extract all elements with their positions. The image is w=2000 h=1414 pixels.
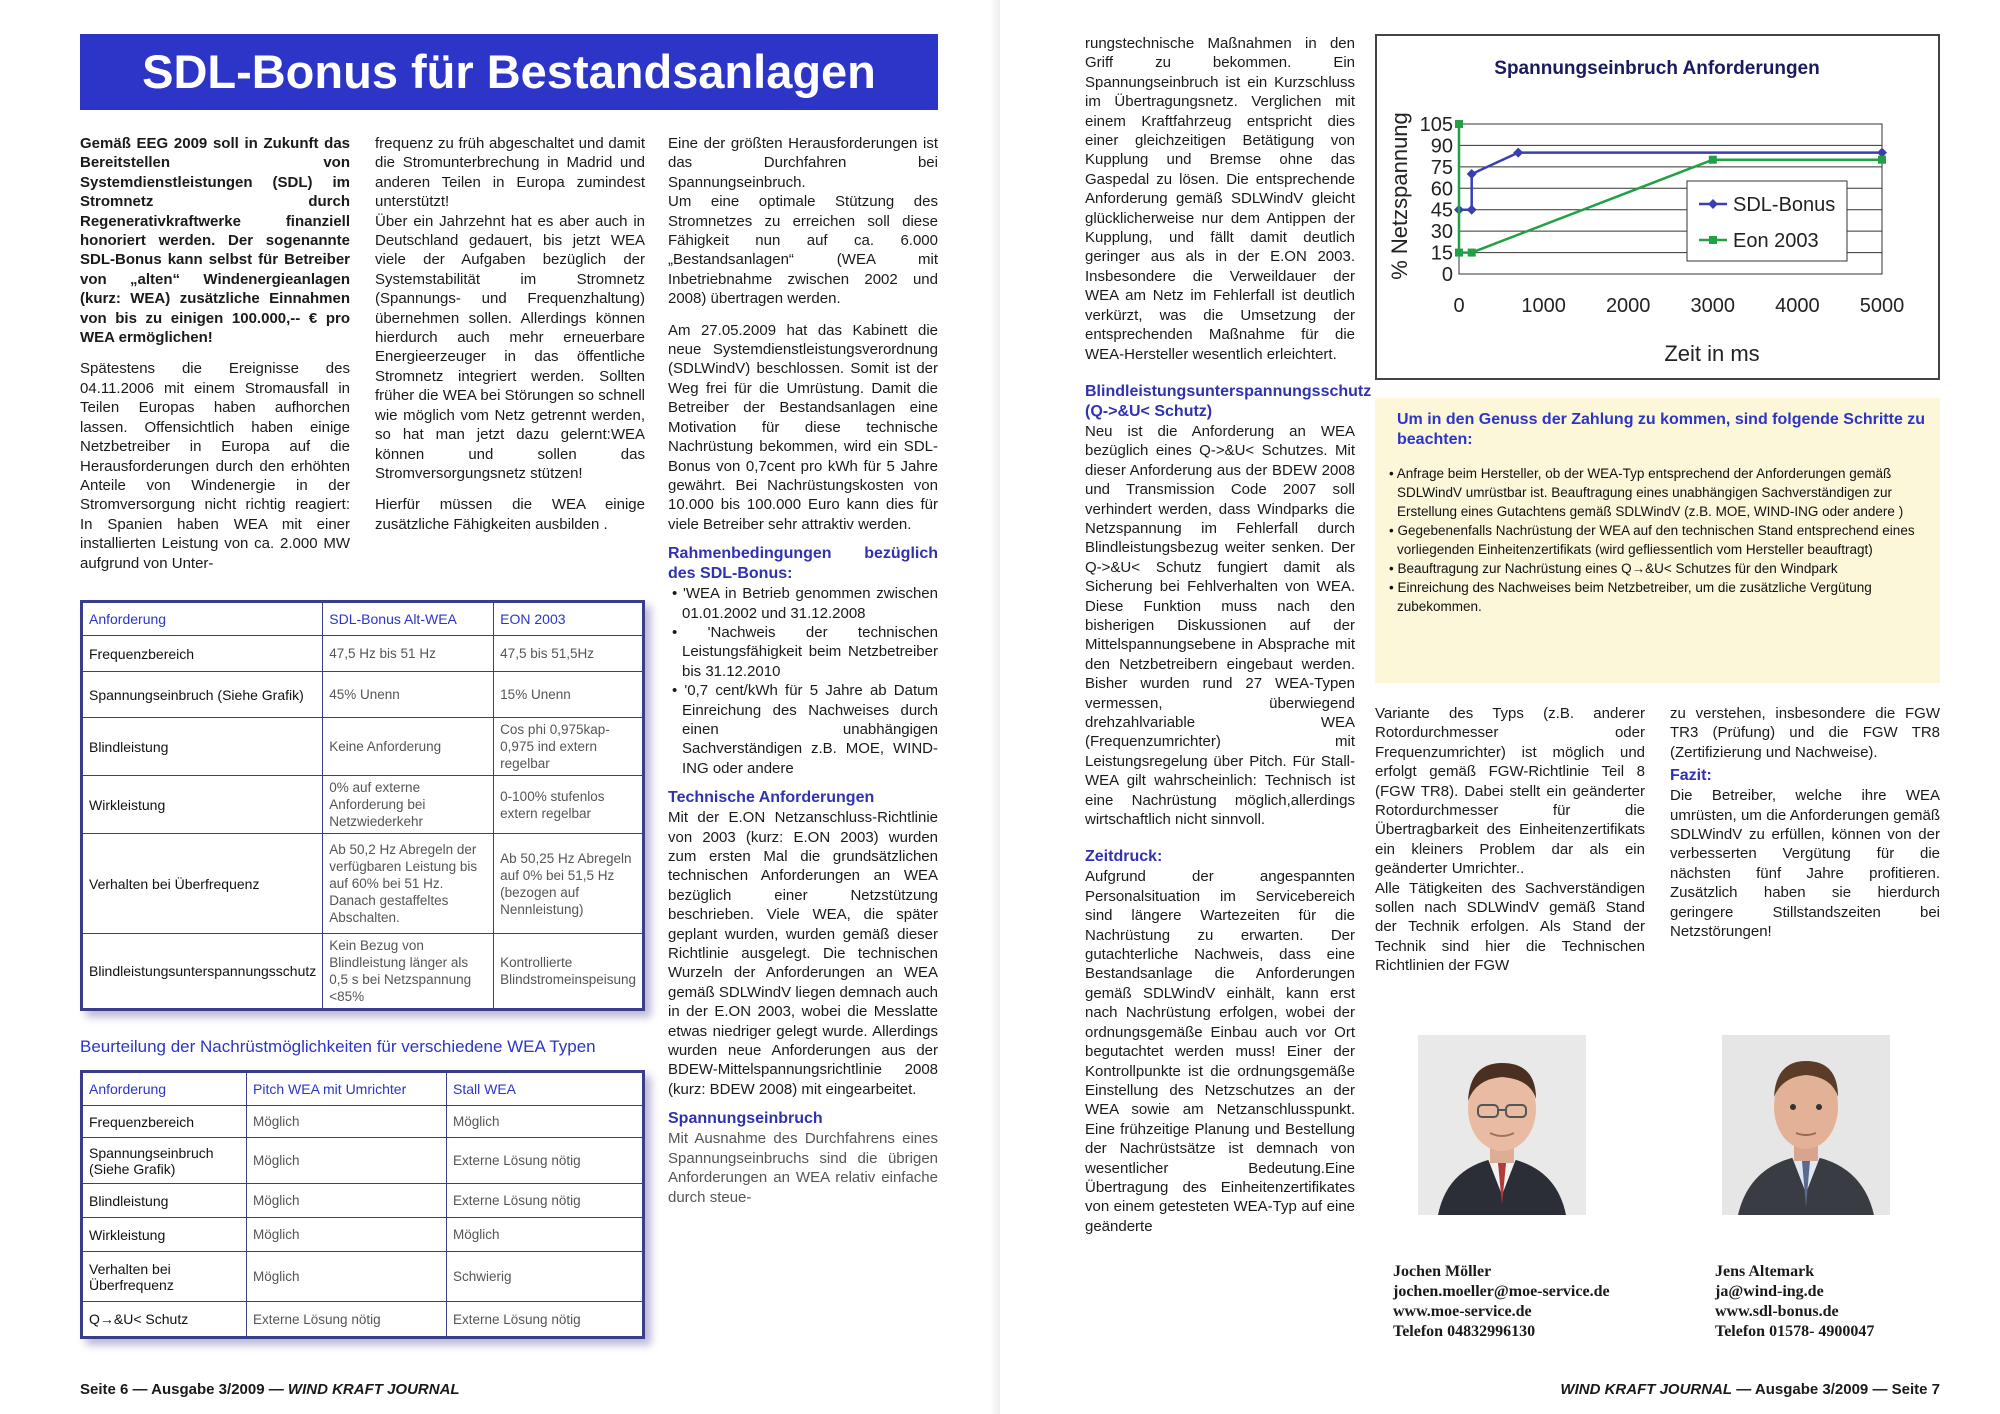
y-tick-label: 0 — [1441, 264, 1453, 286]
paragraph: Alle Tätigkeiten des Sachverständigen sollen nach SDLWindV gemäß Stand der Technik erfolgen. Als Stand der Technik sind hier die Technischen Richtlinien der FGW — [1375, 879, 1645, 975]
paragraph: Eine der größten Herausforderungen ist das Durchfahren bei Spannungseinbruch. — [668, 135, 938, 191]
x-axis-label: Zeit in ms — [1664, 341, 1760, 366]
table-cell: Möglich — [247, 1106, 447, 1138]
table-cell: 47,5 Hz bis 51 Hz — [323, 636, 494, 672]
table-cell: Frequenzbereich — [82, 636, 323, 672]
table-cell: Externe Lösung nötig — [447, 1184, 644, 1218]
table-row — [82, 1302, 644, 1338]
page-number: Seite 7 — [1891, 1381, 1940, 1398]
right-column-2 — [1375, 704, 1645, 988]
separator: — — [268, 1381, 284, 1398]
data-point — [1468, 249, 1476, 257]
y-tick-label: 30 — [1430, 221, 1453, 244]
table-cell: Wirkleistung — [82, 776, 323, 834]
author-photo-jochen-moeller — [1418, 1035, 1586, 1215]
author-phone: Telefon 01578- 4900047 — [1715, 1323, 1875, 1340]
y-tick-label: 90 — [1430, 135, 1453, 158]
table-cell: Keine Anforderung — [323, 718, 494, 776]
bullet-item: • 'WEA in Betrieb genommen zwischen 01.01.2002 und 31.12.2008 — [672, 585, 938, 622]
separator: — — [1872, 1381, 1888, 1398]
y-tick-label: 60 — [1430, 178, 1453, 201]
legend-marker — [1709, 236, 1717, 244]
author-name: Jochen Möller — [1393, 1263, 1492, 1280]
table-row — [82, 934, 644, 1010]
data-point — [1513, 148, 1523, 158]
table-cell: Externe Lösung nötig — [447, 1302, 644, 1338]
data-point — [1878, 156, 1886, 164]
table-cell: 15% Unenn — [494, 672, 644, 718]
table-cell: Wirkleistung — [82, 1218, 247, 1252]
table-row — [82, 718, 644, 776]
author-website[interactable]: www.moe-service.de — [1393, 1303, 1532, 1320]
chart-box — [1375, 34, 1940, 380]
page-footer — [1560, 1381, 1940, 1398]
table-header: EON 2003 — [494, 602, 644, 636]
paragraph: Hierfür müssen die WEA einige zusätzliche Fähigkeiten ausbilden . — [375, 496, 645, 533]
table-cell: Frequenzbereich — [82, 1106, 247, 1138]
steps-box-title: Um in den Genuss der Zahlung zu kommen, sind folgende Schritte zu beachten: — [1397, 411, 1926, 448]
y-tick-label: 75 — [1430, 156, 1453, 179]
separator: — — [132, 1381, 148, 1398]
subheading: Fazit: — [1670, 767, 1712, 785]
paragraph: frequenz zu früh abgeschaltet und damit die Stromunterbrechung in Madrid und anderen Teilen in Europa zumindest unterstützt! — [375, 135, 645, 211]
table-row — [82, 672, 644, 718]
left-column-3 — [668, 134, 938, 1219]
left-column-2 — [375, 134, 645, 546]
table-cell: Spannungseinbruch (Siehe Grafik) — [82, 672, 323, 718]
paragraph: Über ein Jahrzehnt hat es aber auch in Deutschland gedauert, bis jetzt WEA viele der Aufgaben bezüglich der Systemstabilität im Stromnetz (Spannungs- und Frequenzhaltung) übernehmen sollen. Allerdings können hierdurch auch mehr erneuerbare Energieerzeuger in das öffentliche Stromnetz integriert werden. Sollten früher die WEA bei Störungen so schnell wie möglich vom Netz getrennt werden, so hat man jetzt dazu gelernt:WEA können und sollen das Stromversorgungsnetz stützen! — [375, 212, 645, 482]
list-item: • Anfrage beim Hersteller, ob der WEA-Typ entsprechend der Anforderungen gemäß SDLWindV umrüstbar ist. Beauftragung eines unabhängigen Sachverständigen zur Erstellung eines Gutachtens gemäß SDLWindV (z.B. MOE, WIND-ING oder andere ) — [1389, 466, 1904, 519]
right-column-3 — [1670, 704, 1940, 953]
table-cell: Verhalten bei Überfrequenz — [82, 1252, 247, 1302]
table-cell: Blindleistung — [82, 718, 323, 776]
table-header: Pitch WEA mit Umrichter — [247, 1072, 447, 1106]
table-row — [82, 1252, 644, 1302]
table-cell: Möglich — [447, 1218, 644, 1252]
bullet-item: • 'Nachweis der technischen Leistungsfähigkeit beim Netzbetreiber bis 31.12.2010 — [672, 623, 938, 680]
requirements-table — [80, 600, 645, 1011]
table-cell: Ab 50,25 Hz Abregeln auf 0% bei 51,5 Hz (bezogen auf Nennleistung) — [494, 834, 644, 934]
subheading: Zeitdruck: — [1085, 848, 1163, 866]
chart-title: Spannungseinbruch Anforderungen — [1494, 58, 1820, 79]
table-caption: Beurteilung der Nachrüstmöglichkeiten für verschiedene WEA Typen — [80, 1037, 596, 1056]
table-row — [82, 1184, 644, 1218]
issue: Ausgabe 3/2009 — [151, 1381, 265, 1398]
data-point — [1455, 120, 1463, 128]
data-point — [1455, 249, 1463, 257]
magazine-name: WIND KRAFT JOURNAL — [287, 1381, 460, 1398]
table-cell: Verhalten bei Überfrequenz — [82, 834, 323, 934]
right-column-1 — [1085, 34, 1372, 1248]
paragraph: Die Betreiber, welche ihre WEA umrüsten, um die Anforderungen gemäß SDLWindV zu erfüllen, können von der verbesserten Vergütung für die nächsten fünf Jahre profitieren. Zusätzlich haben sie hierdurch geringere Stillstandszeiten bei Netzstörungen! — [1670, 787, 1940, 941]
page-number: Seite 6 — [80, 1381, 129, 1398]
table-header: Anforderung — [82, 1072, 247, 1106]
table-cell: Q→&U< Schutz — [82, 1302, 247, 1338]
lead-paragraph: Gemäß EEG 2009 soll in Zukunft das Bereitstellen von Systemdienstleistungen (SDL) im Stromnetz durch Regenerativkraftwerke finanziell honoriert werden. Der sogenannte SDL-Bonus kann selbst für Betreiber von „alten“ Windenergieanlagen (kurz: WEA) zusätzliche Einnahmen von bis zu einigen 100.000,-- € pro WEA ermöglichen! — [80, 135, 350, 347]
x-tick-label: 1000 — [1521, 295, 1566, 317]
table-cell: 47,5 bis 51,5Hz — [494, 636, 644, 672]
list-item: • Gegebenenfalls Nachrüstung der WEA auf den technischen Stand entsprechend eines vorliegenden Einheitenzertifikats (wird gefliessentlich vom Hersteller beauftragt) — [1389, 523, 1915, 557]
table-row — [82, 776, 644, 834]
table-row — [82, 1138, 644, 1184]
paragraph: zu verstehen, insbesondere die FGW TR3 (Prüfung) und die FGW TR8 (Zertifizierung und Nachweise). — [1670, 705, 1940, 761]
table-row — [82, 636, 644, 672]
table-cell: Kein Bezug von Blindleistung länger als 0,5 s bei Netzspannung <85% — [323, 934, 494, 1010]
issue: Ausgabe 3/2009 — [1754, 1381, 1869, 1398]
list-item: • Beauftragung zur Nachrüstung eines Q→&U< Schutzes für den Windpark — [1389, 561, 1838, 576]
steps-list — [1387, 464, 1926, 616]
left-column-1 — [80, 134, 350, 585]
paragraph: rungstechnische Maßnahmen in den Griff zu bekommen. Ein Spannungseinbruch ist ein Kurzschluss im Übertragungsnetz. Verglichen mit einem Kraftfahrzeug entspricht dies einer gleichzeitigen Betätigung von Kupplung und Bremse ohne das Gaspedal zu lösen. Die entsprechende Anforderung gemäß SDLWindV gleicht glücklicherweise nur dem Antippen der Kupplung, und fällt damit deutlich geringer aus als in der E.ON 2003. Insbesondere die Verweildauer der WEA am Netz im Fehlerfall ist deutlich verkürzt, was die Umsetzung der entsprechenden Maßnahme für die WEA-Hersteller wesentlich erleichtert. — [1085, 35, 1355, 363]
table-row — [82, 1106, 644, 1138]
separator: — — [1736, 1381, 1752, 1398]
table-cell: Blindleistung — [82, 1184, 247, 1218]
table-cell: Spannungseinbruch (Siehe Grafik) — [82, 1138, 247, 1184]
table-header: Anforderung — [82, 602, 323, 636]
subheading: Spannungseinbruch — [668, 1110, 823, 1128]
table-cell: Schwierig — [447, 1252, 644, 1302]
x-tick-label: 3000 — [1690, 295, 1736, 317]
table-cell: 0% auf externe Anforderung bei Netzwiederkehr — [323, 776, 494, 834]
author-name: Jens Altemark — [1715, 1263, 1815, 1280]
list-item: • Einreichung des Nachweises beim Netzbetreiber, um die zusätzliche Vergütung zubekommen. — [1389, 580, 1872, 614]
y-tick-label: 105 — [1419, 114, 1453, 136]
paragraph: Variante des Typs (z.B. anderer Rotordurchmesser oder Frequenzumrichter) ist möglich und erfolgt gemäß FGW-Richtlinie Teil 8 (FGW TR8). Dabei stellt ein geänderter Rotordurchmesser für die Übertragbarkeit des Einheitenzertifikats ein kleiners Problem dar als ein geänderter Umrichter.. — [1375, 705, 1645, 878]
table-header: Stall WEA — [447, 1072, 644, 1106]
table-cell: Möglich — [447, 1106, 644, 1138]
table-cell: 45% Unenn — [323, 672, 494, 718]
voltage-dip-chart — [1377, 36, 1938, 378]
table-cell: Externe Lösung nötig — [447, 1138, 644, 1184]
author-phone: Telefon 04832996130 — [1393, 1323, 1536, 1340]
paragraph: Mit Ausnahme des Durchfahrens eines Spannungseinbruchs sind die übrigen Anforderungen an WEA relativ einfache durch steue- — [668, 1130, 938, 1206]
paragraph: Um eine optimale Stützung des Stromnetzes zu erreichen soll diese Fähigkeit nun auf ca. 6.000 „Bestandsanlagen“ (WEA mit Inbetriebnahme zwischen 2002 und 2008) übertragen werden. — [668, 193, 938, 308]
subheading: Technische Anforderungen — [668, 789, 875, 807]
table-header: SDL-Bonus Alt-WEA — [323, 602, 494, 636]
table-cell: Möglich — [247, 1138, 447, 1184]
x-tick-label: 5000 — [1859, 295, 1905, 317]
table-row — [82, 834, 644, 934]
author-contact — [1715, 1262, 1874, 1342]
retrofit-table — [80, 1070, 645, 1339]
author-website[interactable]: www.sdl-bonus.de — [1715, 1303, 1839, 1320]
y-tick-label: 45 — [1430, 199, 1453, 222]
table-cell: Möglich — [247, 1218, 447, 1252]
subheading: Rahmenbedingungen bezüglich des SDL-Bonus: — [668, 545, 938, 583]
author-photo-jens-altemark — [1722, 1035, 1890, 1215]
table-cell: Möglich — [247, 1252, 447, 1302]
table-cell: Ab 50,2 Hz Abregeln der verfügbaren Leistung bis auf 60% bei 51 Hz. Danach gestaffeltes Abschalten. — [323, 834, 494, 934]
author-email[interactable]: jochen.moeller@moe-service.de — [1393, 1283, 1610, 1300]
paragraph: Spätestens die Ereignisse des 04.11.2006 mit einem Stromausfall in Teilen Europas haben aufhorchen lassen. Offensichtlich haben einige Netzbetreiber in Europa auf die Herausforderungen durch den erhöhten Anteile von Windenergie in der Stromversorgung nicht richtig reagiert: In Spanien haben WEA mit einer installierten Leistung von ca. 2.000 MW aufgrund von Unter- — [80, 360, 350, 572]
data-point — [1467, 169, 1477, 179]
author-email[interactable]: ja@wind-ing.de — [1715, 1283, 1824, 1300]
steps-box — [1375, 398, 1940, 683]
x-tick-label: 0 — [1453, 295, 1465, 317]
magazine-name: WIND KRAFT JOURNAL — [1560, 1381, 1733, 1398]
page-footer — [80, 1381, 460, 1398]
paragraph: Mit der E.ON Netzanschluss-Richtlinie von 2003 (kurz: E.ON 2003) wurden zum ersten Mal die grundsätzlichen technischen Anforderungen an WEA bezüglich einer Netzstützung beschrieben. Viele WEA, die später geplant wurden, wurden gemäß dieser Richtlinie ausgelegt. Die technischen Wurzeln der Anforderungen an WEA gemäß SDLWindV liegen demnach auch in der E.ON 2003, wobei die Messlatte etwas niedriger gelegt wurde. Allerdings wurden neue Anforderungen aus der BDEW-Mittelspannungsrichtlinie 2008 (kurz: BDEW 2008) mit eingearbeitet. — [668, 809, 938, 1098]
data-point — [1467, 205, 1477, 215]
table-cell: Externe Lösung nötig — [247, 1302, 447, 1338]
x-tick-label: 2000 — [1605, 295, 1651, 317]
legend-label: Eon 2003 — [1733, 230, 1819, 252]
paragraph: Neu ist die Anforderung an WEA bezüglich eines Q->&U< Schutzes. Mit dieser Anforderung aus der BDEW 2008 und Transmission Code 2007 soll verhindert werden, dass Windparks die Netzspannung im Fehlerfall durch Blindleistungsbezug weiter senken. Der Q->&U< Schutz fungiert damit als Sicherung bei Fehlverhalten von WEA. Diese Funktion muss nach den bisherigen Diskussionen auf der Mittelspannungsebene in Absprache mit den Netzbetreibern eingebaut werden. Bisher wurden rund 27 WEA-Typen vermessen, überwiegend drehzahlvariable WEA (Frequenzumrichter) mit Leistungsregelung über Pitch. Für Stall-WEA gilt wahrscheinlich: Technisch ist eine Nachrüstung möglich,allerdings wirtschaftlich nicht sinnvoll. — [1085, 422, 1355, 829]
y-axis-label: % Netzspannung — [1387, 112, 1412, 280]
table-cell: Blindleistungsunterspannungsschutz — [82, 934, 323, 1010]
bullet-item: • '0,7 cent/kWh für 5 Jahre ab Datum Einreichung des Nachweises durch einen unabhängigen Sachverständigen z.B. MOE, WIND-ING oder andere — [672, 682, 938, 777]
article-title: SDL-Bonus für Bestandsanlagen — [80, 34, 938, 110]
y-tick-label: 15 — [1430, 242, 1453, 265]
data-point — [1709, 156, 1717, 164]
table-cell: Möglich — [247, 1184, 447, 1218]
x-tick-label: 4000 — [1775, 295, 1820, 317]
table-cell: Kontrollierte Blindstromeinspeisung — [494, 934, 644, 1010]
paragraph: Am 27.05.2009 hat das Kabinett die neue Systemdienstleistungsverordnung (SDLWindV) beschlossen. Somit ist der Weg frei für die Umrüstung. Damit die Betreiber der Bestandsanlagen eine Motivation für diese technische Nachrüstung bekommen, wird ein SDL-Bonus von 0,7cent pro kWh für 5 Jahre gewährt. Bei Nachrüstungskosten von 10.000 bis 100.000 Euro kann dies für viele Betreiber sehr attraktiv werden. — [668, 321, 938, 533]
table-row — [82, 1218, 644, 1252]
legend-label: SDL-Bonus — [1733, 194, 1836, 216]
author-contact — [1393, 1262, 1610, 1342]
table-cell: 0-100% stufenlos extern regelbar — [494, 776, 644, 834]
subheading: Blindleistungsunterspannungsschutz (Q->&U< Schutz) — [1085, 382, 1372, 420]
table-cell: Cos phi 0,975kap- 0,975 ind extern regelbar — [494, 718, 644, 776]
paragraph: Aufgrund der angespannten Personalsituation im Servicebereich sind längere Wartezeiten für die Nachrüstung zu erwarten. Der gutachterliche Nachweis, dass eine Bestandsanlage die Anforderungen gemäß SDLWindV einhält, kann erst nach Nachrüstung erfolgen, wobei der ordnungsgemäße Einbau auch vor Ort begutachtet werden muss! Einer der Kontrollpunkte ist die ordnungsgemäße Einstellung des Netzschutzes an der WEA sowie am Netzanschlusspunkt. Eine frühzeitige Planung und Bestellung der Nachrüstsätze ist demnach von wesentlicher Bedeutung.Eine Übertragung des Einheitenzertifikates von einem getesteten WEA-Typ auf eine geänderte — [1085, 868, 1355, 1235]
